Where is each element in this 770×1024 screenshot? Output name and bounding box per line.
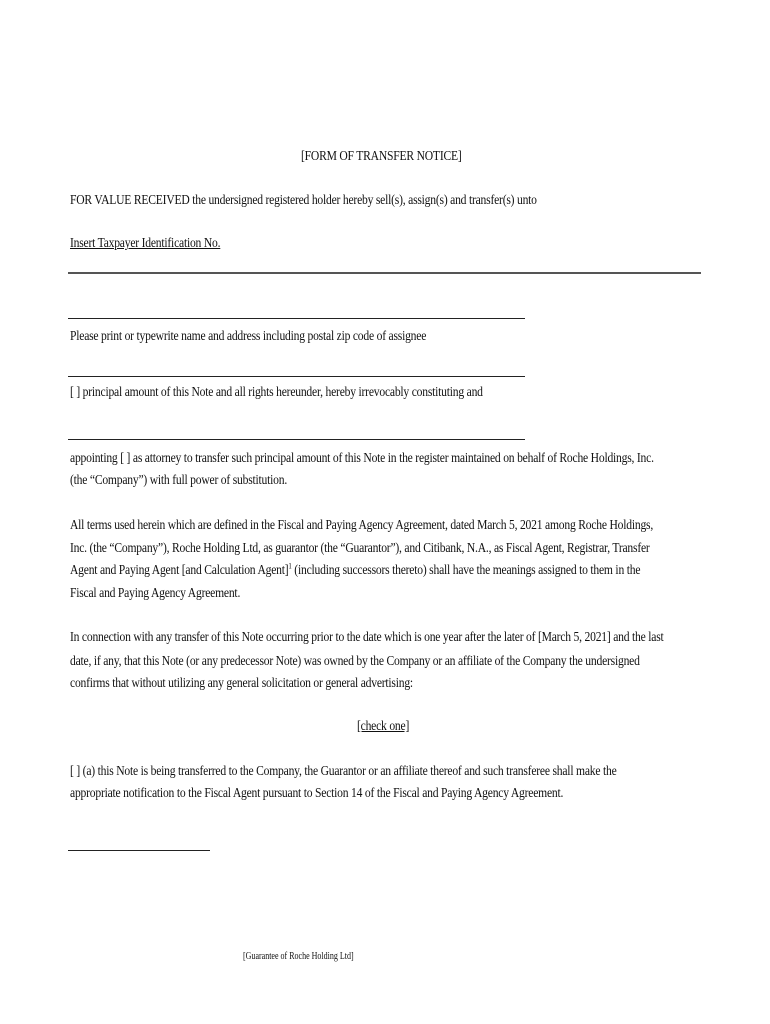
option-a-line-1: [ ] (a) this Note is being transferred to the Company, the Guarantor or an affiliate thereof and such transferee shall make the bbox=[70, 763, 617, 778]
attorney-line bbox=[68, 439, 525, 440]
document-title: [FORM OF TRANSFER NOTICE] bbox=[301, 148, 462, 163]
page-footer: [Guarantee of Roche Holding Ltd] bbox=[243, 951, 354, 962]
check-one-label: [check one] bbox=[357, 718, 410, 733]
option-a-line-2: appropriate notification to the Fiscal Agent pursuant to Section 14 of the Fiscal and Paying Agency Agreement. bbox=[70, 785, 564, 800]
terms-line-2: Inc. (the “Company”), Roche Holding Ltd, as guarantor (the “Guarantor”), and Citibank, N.A., as Fiscal Agent, Registrar, Transfer bbox=[70, 540, 650, 555]
footnote-reference: 1 bbox=[288, 561, 292, 571]
appointing-line-2: (the “Company”) with full power of substitution. bbox=[70, 472, 288, 487]
terms-line-1: All terms used herein which are defined in the Fiscal and Paying Agency Agreement, dated March 5, 2021 among Roche Holdings, bbox=[70, 517, 654, 532]
taxpayer-id-label: Insert Taxpayer Identification No. bbox=[70, 235, 221, 250]
footnote-separator bbox=[68, 850, 210, 851]
terms-line-3-end: (including successors thereto) shall have the meanings assigned to them in the bbox=[291, 562, 641, 577]
connection-line-1: In connection with any transfer of this Note occurring prior to the date which is one year after the later of [March 5, 2021] and the last bbox=[70, 629, 664, 644]
assignee-label: Please print or typewrite name and address including postal zip code of assignee bbox=[70, 328, 427, 343]
intro-text: FOR VALUE RECEIVED the undersigned registered holder hereby sell(s), assign(s) and transfer(s) unto bbox=[70, 192, 537, 207]
principal-amount-line bbox=[68, 376, 525, 377]
appointing-line-1: appointing [ ] as attorney to transfer such principal amount of this Note in the register maintained on behalf of Roche Holdings, Inc. bbox=[70, 450, 654, 465]
principal-amount-text: [ ] principal amount of this Note and all rights hereunder, hereby irrevocably constituting and bbox=[70, 384, 483, 399]
connection-line-3: confirms that without utilizing any general solicitation or general advertising: bbox=[70, 675, 413, 690]
taxpayer-id-line bbox=[68, 272, 701, 274]
assignee-line bbox=[68, 318, 525, 319]
terms-line-4: Fiscal and Paying Agency Agreement. bbox=[70, 585, 241, 600]
terms-line-3-start: Agent and Paying Agent [and Calculation Agent] bbox=[70, 562, 289, 577]
connection-line-2: date, if any, that this Note (or any predecessor Note) was owned by the Company or an affiliate of the Company the undersigned bbox=[70, 653, 640, 668]
terms-line-3 bbox=[70, 559, 640, 581]
